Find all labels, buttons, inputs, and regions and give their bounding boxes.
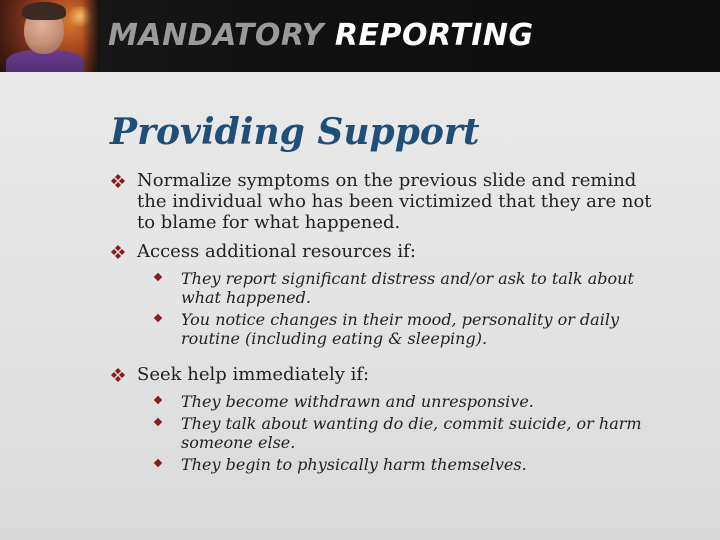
sub-bullet-item [155, 414, 670, 452]
four-diamond-bullet-icon [110, 173, 126, 189]
banner-title-part2: REPORTING [334, 18, 534, 53]
sub-bullet-item [155, 392, 670, 411]
diamond-bullet-icon [154, 314, 162, 322]
bullet-text: Normalize symptoms on the previous slide and remind the individual who has been victimized that they are not to blame for what happened. [137, 170, 652, 233]
sub-bullet-text: They begin to physically harm themselves. [181, 455, 527, 474]
bullet-access-resources [110, 241, 670, 262]
sub-bullet-item [155, 269, 670, 307]
banner-title [108, 16, 534, 56]
bullet-normalize [110, 170, 670, 233]
diamond-bullet-icon [154, 459, 162, 467]
diamond-bullet-icon [154, 418, 162, 426]
sub-bullet-list [155, 269, 670, 348]
four-diamond-bullet-icon [110, 244, 126, 260]
header-banner [0, 0, 720, 72]
bullet-seek-help [110, 364, 670, 385]
bullet-text: Access additional resources if: [137, 241, 416, 262]
sub-bullet-list [155, 392, 670, 474]
sub-bullet-text: They talk about wanting do die, commit suicide, or harm someone else. [181, 414, 642, 452]
bullet-text: Seek help immediately if: [137, 364, 370, 385]
slide-title: Providing Support [110, 111, 480, 153]
four-diamond-bullet-icon [110, 367, 126, 383]
presenter-photo [0, 0, 100, 72]
sub-bullet-text: They report significant distress and/or ask to talk about what happened. [181, 269, 634, 307]
bullet-list [110, 170, 670, 474]
sub-bullet-text: You notice changes in their mood, personality or daily routine (including eating & sleeping). [181, 310, 619, 348]
sub-bullet-item [155, 455, 670, 474]
diamond-bullet-icon [154, 273, 162, 281]
diamond-bullet-icon [154, 396, 162, 404]
sub-bullet-item [155, 310, 670, 348]
sub-bullet-text: They become withdrawn and unresponsive. [181, 392, 534, 411]
banner-title-part1: MANDATORY [108, 18, 335, 53]
